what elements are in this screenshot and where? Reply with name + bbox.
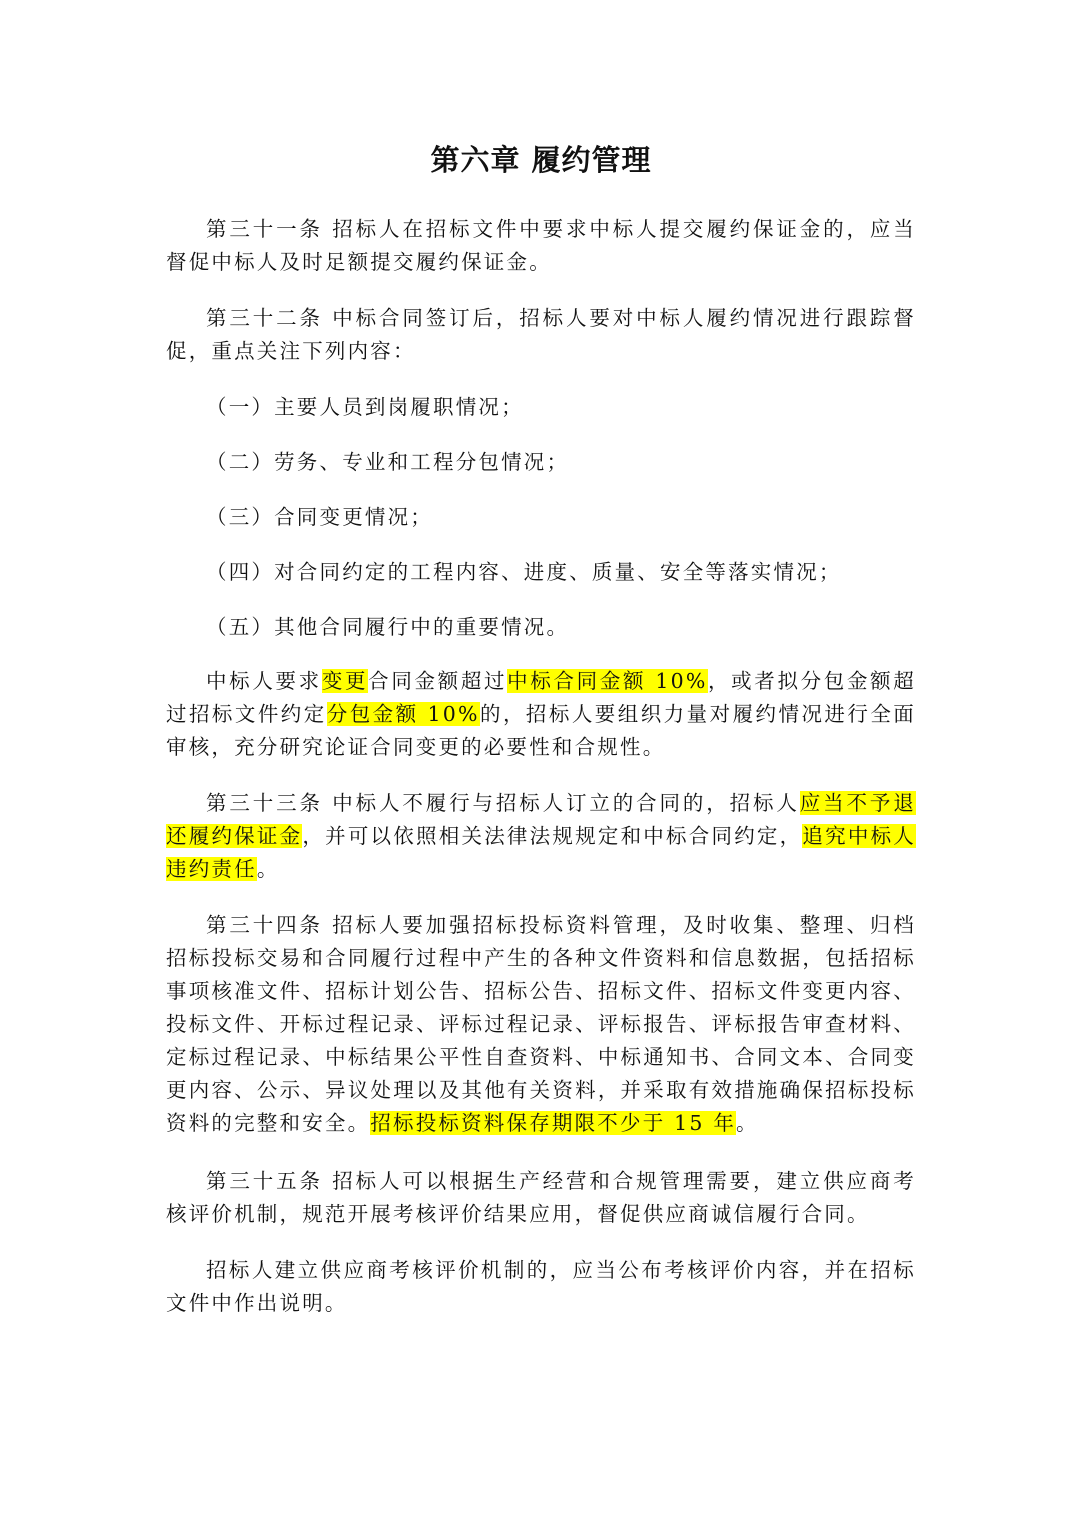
- text-segment: 第三十三条 中标人不履行与招标人订立的合同的，招标人: [206, 791, 800, 815]
- article-34: [166, 909, 916, 1140]
- highlight-subcontract-amount: 分包金额 10%: [326, 702, 480, 726]
- chapter-title: 第六章 履约管理: [430, 143, 652, 177]
- text-segment: ，或者拟分包金额超过招标文件约定: [166, 669, 917, 726]
- list-item: （二）劳务、专业和工程分包情况；: [206, 450, 570, 474]
- highlight-deposit: 应当不予退还履约保证金: [166, 791, 917, 848]
- text-segment: 中标人要求: [206, 669, 322, 693]
- text-segment: ，并可以依照相关法律法规规定和中标合同约定，: [302, 824, 803, 848]
- contract-change-paragraph: [166, 665, 916, 764]
- list-item: （三）合同变更情况；: [206, 505, 433, 529]
- article-33: [166, 787, 916, 886]
- article-32: 第三十二条 中标合同签订后，招标人要对中标人履约情况进行跟踪督促，重点关注下列内容：: [166, 306, 916, 363]
- text-segment: 的，招标人要组织力量对履约情况进行全面审核，充分研究论证合同变更的必要性和合规性。: [166, 702, 916, 759]
- highlight-contract-amount: 中标合同金额 10%: [507, 669, 708, 693]
- text-segment: 。: [736, 1111, 759, 1135]
- text-segment: 。: [256, 857, 280, 881]
- article-31: 第三十一条 招标人在招标文件中要求中标人提交履约保证金的，应当督促中标人及时足额提交履约保证金。: [166, 217, 916, 274]
- highlight-change: 变更: [321, 669, 369, 693]
- text-segment: 第三十四条 招标人要加强招标投标资料管理，及时收集、整理、归档招标投标交易和合同履行过程中产生的各种文件资料和信息数据，包括招标事项核准文件、招标计划公告、招标公告、招标文件、招标文件变更内容、投标文件、开标过程记录、评标过程记录、评标报告、评标报告审查材料、定标过程记录、中标结果公平性自查资料、中标通知书、合同文本、合同变更内容、公示、异议处理以及其他有关资料，并采取有效措施确保招标投标资料的完整和安全。: [166, 913, 916, 1135]
- text-segment: 合同金额超过: [368, 669, 508, 693]
- article-35: 第三十五条 招标人可以根据生产经营和合规管理需要，建立供应商考核评价机制，规范开展考核评价结果应用，督促供应商诚信履行合同。: [166, 1169, 916, 1226]
- list-item: （一）主要人员到岗履职情况；: [206, 395, 524, 419]
- highlight-liability: 追究中标人违约责任: [166, 824, 917, 881]
- supplier-evaluation-paragraph: 招标人建立供应商考核评价机制的，应当公布考核评价内容，并在招标文件中作出说明。: [166, 1258, 916, 1315]
- list-item: （五）其他合同履行中的重要情况。: [206, 615, 570, 639]
- highlight-retention: 招标投标资料保存期限不少于 15 年: [370, 1111, 737, 1135]
- list-item: （四）对合同约定的工程内容、进度、质量、安全等落实情况；: [206, 560, 842, 584]
